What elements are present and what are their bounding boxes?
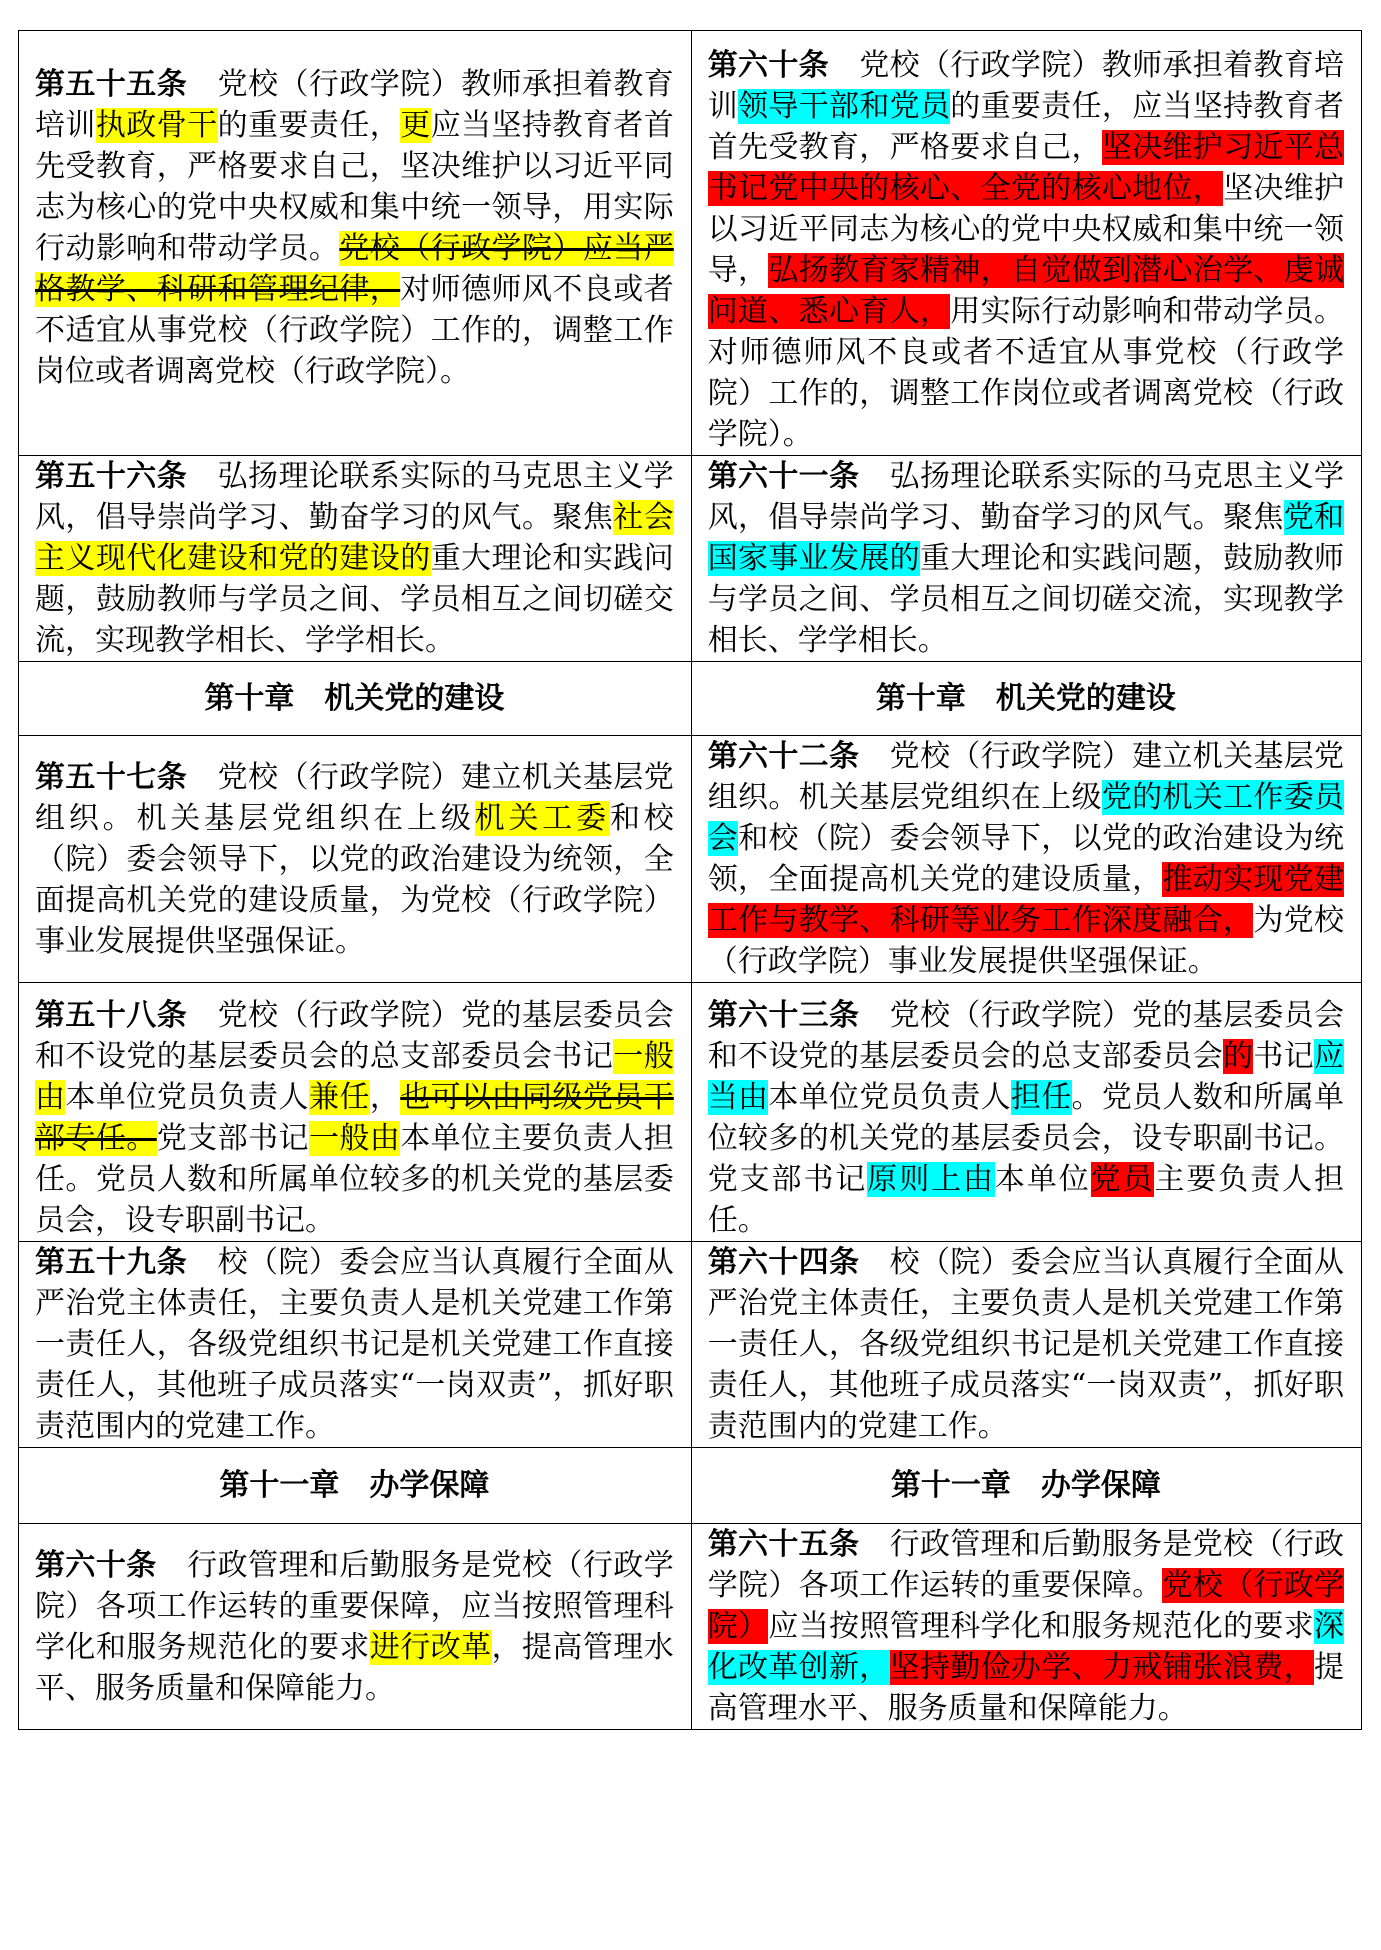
comparison-table-body bbox=[19, 31, 1362, 1730]
article-text: 本单位党员负责人 bbox=[768, 1080, 1011, 1115]
revised-text-highlight: 党的机关工作委员会 bbox=[707, 780, 1345, 856]
article-text: 党校（行政学院）建立机关基层党组织。机关基层党组织在上级 bbox=[707, 739, 1345, 815]
article-number: 第六十五条 bbox=[707, 1527, 860, 1562]
article-number: 第六十条 bbox=[35, 1547, 157, 1583]
changed-text-highlight: 一般由 bbox=[308, 1121, 401, 1156]
article-text: 党校（行政学院）党的基层委员会和不设党的基层委员会的总支部委员会 bbox=[707, 998, 1345, 1074]
article-text: 对师德师风不良或者不适宜从事党校（行政学院）工作的，调整工作岗位或者调离党校（行政学院）。 bbox=[35, 272, 674, 389]
new-chapter-heading: 第十章 机关党的建设 bbox=[691, 662, 1361, 736]
table-row bbox=[19, 1242, 1362, 1448]
chapter-row bbox=[19, 1448, 1362, 1524]
added-text-highlight: 坚持勤俭办学、力戒铺张浪费， bbox=[889, 1650, 1315, 1685]
article-text: 党校（行政学院）建立机关基层党组织。机关基层党组织在上级 bbox=[35, 759, 674, 836]
table-row bbox=[19, 983, 1362, 1242]
old-article-cell bbox=[19, 1524, 692, 1730]
new-article-cell bbox=[691, 1524, 1361, 1730]
article-text: 弘扬理论联系实际的马克思主义学风，倡导崇尚学习、勤奋学习的风气。聚焦 bbox=[35, 459, 674, 535]
article-text: 校（院）委会应当认真履行全面从严治党主体责任，主要负责人是机关党建工作第一责任人，各级党组织书记是机关党建工作直接责任人，其他班子成员落实“一岗双责”，抓好职责范围内的党建工作。 bbox=[707, 1245, 1345, 1444]
article-text: 提高管理水平、服务质量和保障能力。 bbox=[707, 1650, 1345, 1726]
article-number: 第六十一条 bbox=[707, 459, 860, 494]
article-number: 第六十三条 bbox=[707, 998, 860, 1033]
article-text: 校（院）委会应当认真履行全面从严治党主体责任，主要负责人是机关党建工作第一责任人，各级党组织书记是机关党建工作直接责任人，其他班子成员落实“一岗双责”，抓好职责范围内的党建工作。 bbox=[35, 1245, 674, 1444]
revised-text-highlight: 应当由 bbox=[707, 1039, 1345, 1115]
article-number: 第五十五条 bbox=[35, 67, 188, 102]
old-article-cell bbox=[19, 1242, 692, 1448]
changed-text-highlight: 兼任 bbox=[308, 1080, 370, 1115]
article-text: ，提高管理水平、服务质量和保障能力。 bbox=[35, 1629, 674, 1706]
changed-text-highlight: 一般由 bbox=[35, 1039, 674, 1115]
comparison-table bbox=[18, 30, 1362, 1730]
new-article-cell bbox=[691, 1242, 1361, 1448]
article-text: 和校（院）委会领导下，以党的政治建设为统领，全面提高机关党的建设质量， bbox=[707, 821, 1345, 897]
article-text: 书记 bbox=[1253, 1039, 1315, 1074]
added-text-highlight: 党员 bbox=[1090, 1162, 1155, 1197]
article-text: 的重要责任，应当坚持教育者首先受教育，严格要求自己， bbox=[707, 89, 1345, 165]
article-number: 第五十八条 bbox=[35, 998, 188, 1033]
table-row bbox=[19, 456, 1362, 662]
article-text: 本单位党员负责人 bbox=[65, 1080, 309, 1115]
article-text: 应当坚持教育者首先受教育，严格要求自己，坚决维护以习近平同志为核心的党中央权威和集中统一领导，用实际行动影响和带动学员。 bbox=[35, 108, 674, 266]
changed-text-highlight: 进行改革 bbox=[369, 1629, 492, 1665]
article-number: 第五十七条 bbox=[35, 759, 188, 795]
article-text: 为党校（行政学院）事业发展提供坚强保证。 bbox=[707, 903, 1345, 979]
revised-text-highlight: 领导干部和党员 bbox=[738, 89, 951, 124]
article-text: 党支部书记 bbox=[156, 1121, 309, 1156]
new-chapter-heading: 第十一章 办学保障 bbox=[691, 1448, 1361, 1524]
article-text: 党校（行政学院）教师承担着教育培训 bbox=[707, 48, 1345, 124]
chapter-row bbox=[19, 662, 1362, 736]
article-text: 行政管理和后勤服务是党校（行政学院）各项工作运转的重要保障。 bbox=[707, 1527, 1345, 1603]
article-text: 重大理论和实践问题，鼓励教师与学员之间、学员相互之间切磋交流，实现教学相长、学学相长。 bbox=[35, 541, 674, 658]
article-text: 党校（行政学院）教师承担着教育培训 bbox=[35, 67, 674, 143]
changed-text-highlight: 社会主义现代化建设和党的建设的 bbox=[35, 500, 674, 576]
article-number: 第六十二条 bbox=[707, 739, 860, 774]
old-article-cell bbox=[19, 736, 692, 983]
deleted-text-strikethrough: 也可以由同级党员干部专任。 bbox=[35, 1080, 674, 1156]
added-text-highlight: 推动实现党建工作与教学、科研等业务工作深度融合， bbox=[707, 862, 1345, 938]
article-text: 主要负责人担任。 bbox=[707, 1162, 1345, 1238]
article-text: 坚决维护以习近平同志为核心的党中央权威和集中统一领导， bbox=[707, 171, 1345, 288]
table-row bbox=[19, 31, 1362, 456]
article-text: 行政管理和后勤服务是党校（行政学院）各项工作运转的重要保障，应当按照管理科学化和服务规范化的要求 bbox=[35, 1547, 674, 1665]
new-article-cell bbox=[691, 456, 1361, 662]
article-number: 第五十六条 bbox=[35, 459, 188, 494]
article-number: 第五十九条 bbox=[35, 1245, 188, 1280]
revised-text-highlight: 深化改革创新， bbox=[707, 1609, 1345, 1685]
article-text: 本单位主要负责人担任。党员人数和所属单位较多的机关党的基层委员会，设专职副书记。 bbox=[35, 1121, 674, 1238]
old-chapter-heading: 第十一章 办学保障 bbox=[19, 1448, 692, 1524]
deleted-text-strikethrough: 党校（行政学院）应当严格教学、科研和管理纪律， bbox=[35, 231, 674, 307]
changed-text-highlight: 执政骨干 bbox=[95, 108, 218, 143]
article-text: 用实际行动影响和带动学员。对师德师风不良或者不适宜从事党校（行政学院）工作的，调整工作岗位或者调离党校（行政学院）。 bbox=[707, 294, 1345, 452]
article-text: ， bbox=[369, 1080, 401, 1115]
article-text: 本单位 bbox=[994, 1162, 1091, 1197]
added-text-highlight: 弘扬教育家精神，自觉做到潜心治学、虔诚问道、悉心育人， bbox=[707, 253, 1345, 329]
added-text-highlight: 党校（行政学院） bbox=[707, 1568, 1345, 1644]
revised-text-highlight: 担任 bbox=[1010, 1080, 1072, 1115]
new-article-cell bbox=[691, 983, 1361, 1242]
new-article-cell bbox=[691, 31, 1361, 456]
old-article-cell bbox=[19, 456, 692, 662]
article-text: 弘扬理论联系实际的马克思主义学风，倡导崇尚学习、勤奋学习的风气。聚焦 bbox=[707, 459, 1345, 535]
added-text-highlight: 的 bbox=[1223, 1039, 1254, 1074]
changed-text-highlight: 更 bbox=[400, 108, 431, 143]
article-text: 重大理论和实践问题，鼓励教师与学员之间、学员相互之间切磋交流，实现教学相长、学学相长。 bbox=[707, 541, 1345, 658]
table-row bbox=[19, 1524, 1362, 1730]
article-text: 的重要责任， bbox=[217, 108, 401, 143]
old-article-cell bbox=[19, 983, 692, 1242]
changed-text-highlight: 机关工委 bbox=[474, 800, 610, 836]
old-article-cell bbox=[19, 31, 692, 456]
article-text: 应当按照管理科学化和服务规范化的要求 bbox=[768, 1609, 1315, 1644]
revised-text-highlight: 原则上由 bbox=[867, 1162, 995, 1197]
new-article-cell bbox=[691, 736, 1361, 983]
table-row bbox=[19, 736, 1362, 983]
added-text-highlight: 坚决维护习近平总书记党中央的核心、全党的核心地位， bbox=[707, 130, 1345, 206]
article-number: 第六十四条 bbox=[707, 1245, 860, 1280]
article-text: 党校（行政学院）党的基层委员会和不设党的基层委员会的总支部委员会书记 bbox=[35, 998, 674, 1074]
article-number: 第六十条 bbox=[707, 48, 829, 83]
revised-text-highlight: 党和国家事业发展的 bbox=[707, 500, 1345, 576]
article-text: 和校（院）委会领导下，以党的政治建设为统领，全面提高机关党的建设质量，为党校（行政学院）事业发展提供坚强保证。 bbox=[35, 800, 674, 959]
old-chapter-heading: 第十章 机关党的建设 bbox=[19, 662, 692, 736]
article-text: 。党员人数和所属单位较多的机关党的基层委员会，设专职副书记。党支部书记 bbox=[707, 1080, 1345, 1197]
